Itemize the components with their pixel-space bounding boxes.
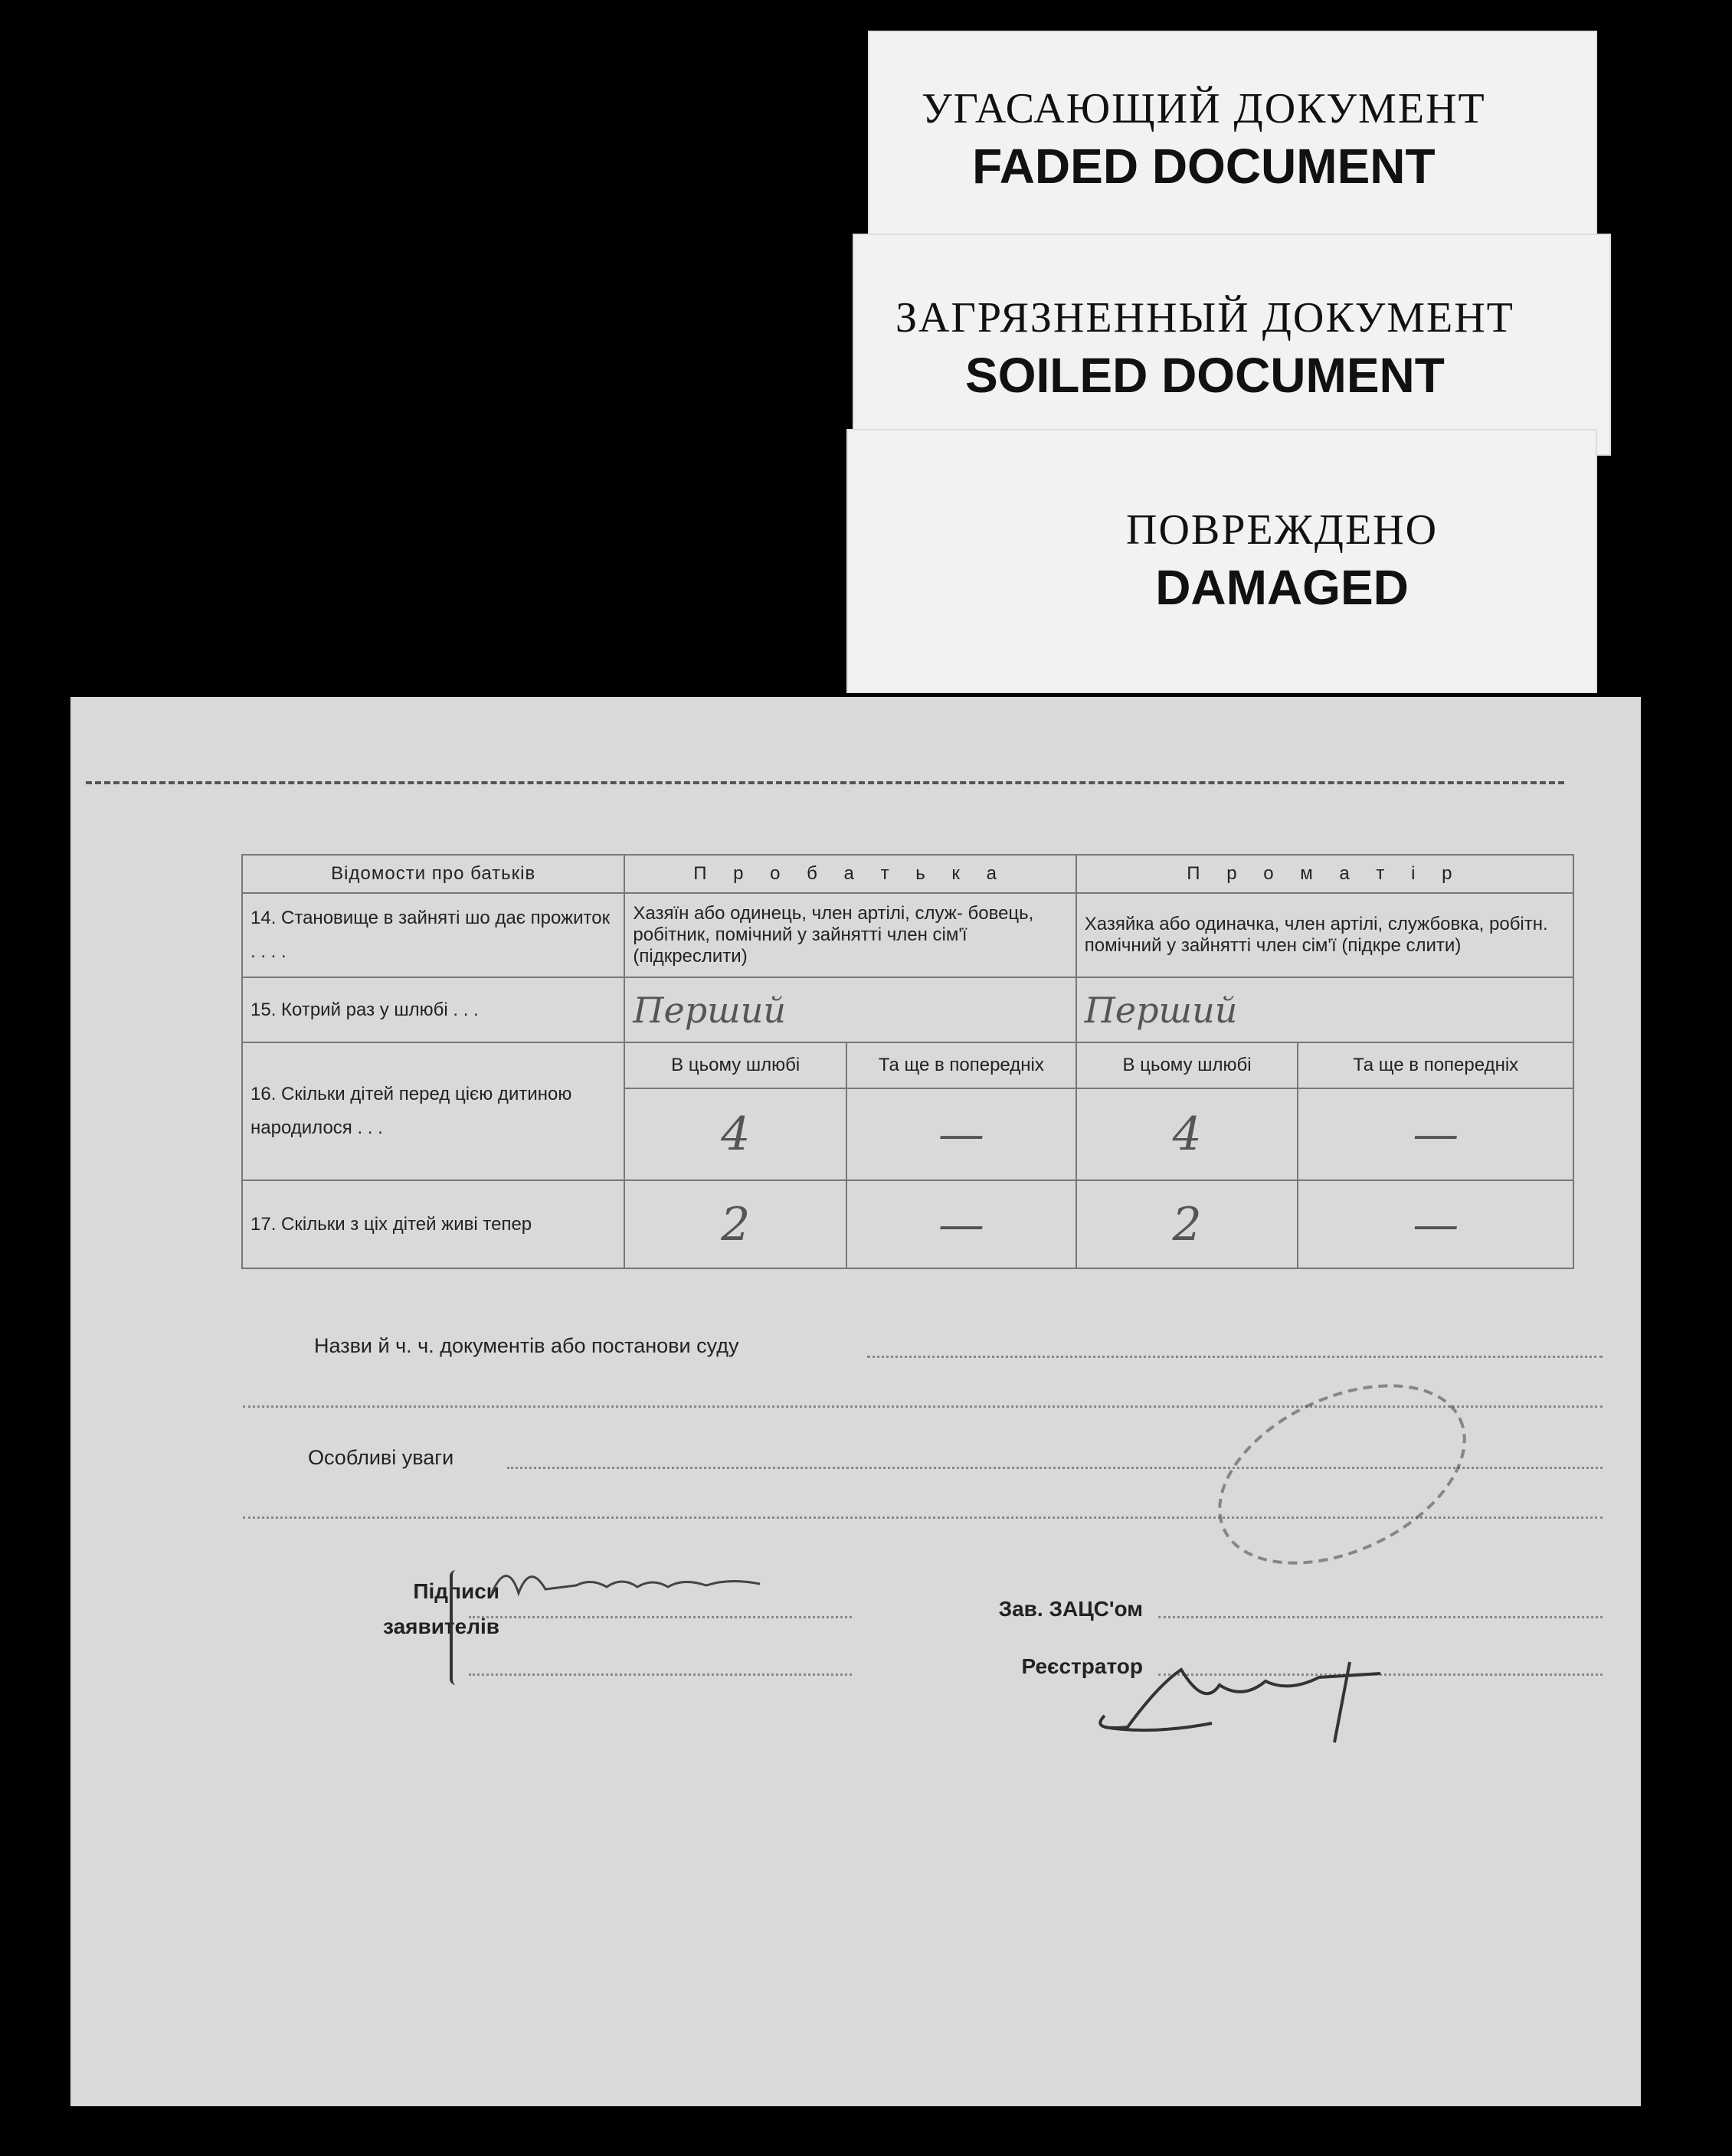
registrar-label: Реєстратор <box>1021 1654 1143 1678</box>
remarks-label: Особливі уваги <box>308 1446 454 1469</box>
head-sign-line <box>1158 1616 1603 1618</box>
row16-c: 4 <box>1076 1088 1298 1180</box>
row14-father: Хазяїн або одинець, член артілі, служ- бовець, робітник, помічний у зайнятті член сім'ї (підкреслити) <box>624 893 1076 977</box>
applicants-line1: Підписи <box>413 1579 499 1603</box>
sub-previous-father: Та ще в попередніх <box>846 1042 1076 1088</box>
row16-b: — <box>846 1088 1076 1180</box>
damaged-label <box>846 429 1597 693</box>
row14-label: 14. Становище в зайняті шо дає прожиток . . . . <box>242 893 624 977</box>
label-en: FADED DOCUMENT <box>972 139 1436 194</box>
registry-form <box>70 697 1641 2106</box>
applicants-line2: заявителів <box>383 1615 499 1638</box>
header-father: П р о б а т ь к а <box>624 855 1076 893</box>
label-en: DAMAGED <box>1155 560 1409 615</box>
row17-a: 2 <box>624 1180 846 1268</box>
row17-label: 17. Скільки з ціх дітей живі тепер <box>242 1180 624 1268</box>
row16-d: — <box>1298 1088 1573 1180</box>
sub-this-marriage-mother: В цьому шлюбі <box>1076 1042 1298 1088</box>
header-mother: П р о м а т і р <box>1076 855 1573 893</box>
row17-c: 2 <box>1076 1180 1298 1268</box>
label-ru: ПОВРЕЖДЕНО <box>1126 506 1439 554</box>
faded-stamp-icon <box>1180 1336 1504 1613</box>
label-ru: ЗАГРЯЗНЕННЫЙ ДОКУМЕНТ <box>895 294 1514 342</box>
label-en: SOILED DOCUMENT <box>965 348 1445 403</box>
soiled-document-label <box>853 234 1611 456</box>
signature-brace <box>450 1570 462 1685</box>
sub-previous-mother: Та ще в попередніх <box>1298 1042 1573 1088</box>
row14-mother: Хазяйка або одиначка, член артілі, службовка, робітн. помічний у зайнятті член сім'ї (підкре слити) <box>1076 893 1573 977</box>
row16-a: 4 <box>624 1088 846 1180</box>
row15-father: Перший <box>624 977 1076 1042</box>
row15-mother: Перший <box>1076 977 1573 1042</box>
applicants-signatures-label <box>277 1574 499 1644</box>
perforation-line <box>86 781 1564 784</box>
row15-label: 15. Котрий раз у шлюбі . . . <box>242 977 624 1042</box>
applicant-sign-line-1 <box>469 1616 852 1618</box>
applicant-signature-scribble <box>484 1555 806 1601</box>
row16-label: 16. Скільки дітей перед цією дитиною народилося . . . <box>242 1042 624 1180</box>
faded-document-label <box>868 31 1597 260</box>
documents-line-1 <box>867 1356 1603 1358</box>
row17-d: — <box>1298 1180 1573 1268</box>
label-ru: УГАСАЮЩИЙ ДОКУМЕНТ <box>922 85 1486 133</box>
applicant-sign-line-2 <box>469 1673 852 1676</box>
parents-table <box>241 854 1574 1269</box>
head-zags-label: Зав. ЗАЦС'ом <box>998 1597 1143 1621</box>
row17-b: — <box>846 1180 1076 1268</box>
documents-label: Назви й ч. ч. документів або постанови суду <box>314 1334 739 1357</box>
sub-this-marriage-father: В цьому шлюбі <box>624 1042 846 1088</box>
header-info: Відомости про батьків <box>242 855 624 893</box>
registrar-signature-scribble <box>1059 1639 1488 1746</box>
